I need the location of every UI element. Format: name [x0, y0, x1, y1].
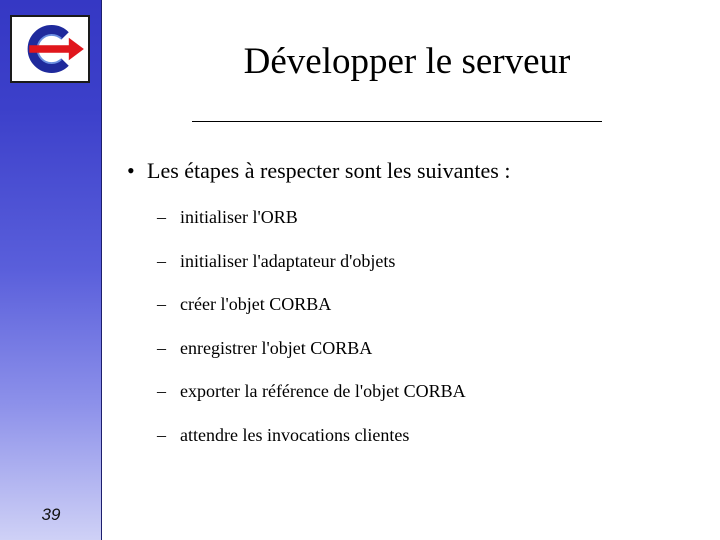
slide-title: Développer le serveur — [243, 41, 571, 82]
dash-icon: – — [157, 250, 166, 271]
dash-icon: – — [157, 207, 166, 227]
sub-item-text: initialiser l'ORB — [180, 207, 298, 227]
bullet-text: Les étapes à respecter sont les suivantes : — [147, 158, 511, 183]
sub-item-text: créer l'objet CORBA — [180, 294, 332, 314]
sidebar-band — [0, 0, 102, 540]
sub-item-create-object — [157, 294, 466, 338]
sub-item-text: attendre les invocations clientes — [180, 424, 410, 445]
sub-item-text: initialiser l'adaptateur d'objets — [180, 250, 396, 271]
sub-item-text: enregistrer l'objet CORBA — [180, 337, 373, 358]
sub-item-await-invocations — [157, 425, 466, 469]
dash-icon: – — [157, 294, 166, 314]
dash-icon: – — [157, 337, 166, 358]
bullet-item — [127, 158, 510, 184]
slide-number: 39 — [41, 505, 61, 524]
sub-item-initialize-orb — [157, 207, 466, 251]
sub-item-export-reference — [157, 381, 466, 425]
title-underline — [192, 121, 602, 122]
sub-list — [157, 207, 466, 468]
bullet-icon: • — [127, 158, 135, 183]
sub-item-register-object — [157, 338, 466, 382]
logo — [10, 15, 90, 83]
dash-icon: – — [157, 381, 166, 401]
logo-icon — [12, 17, 88, 81]
dash-icon: – — [157, 424, 166, 445]
sub-item-initialize-adapter — [157, 251, 466, 295]
sub-item-text: exporter la référence de l'objet CORBA — [180, 381, 466, 401]
